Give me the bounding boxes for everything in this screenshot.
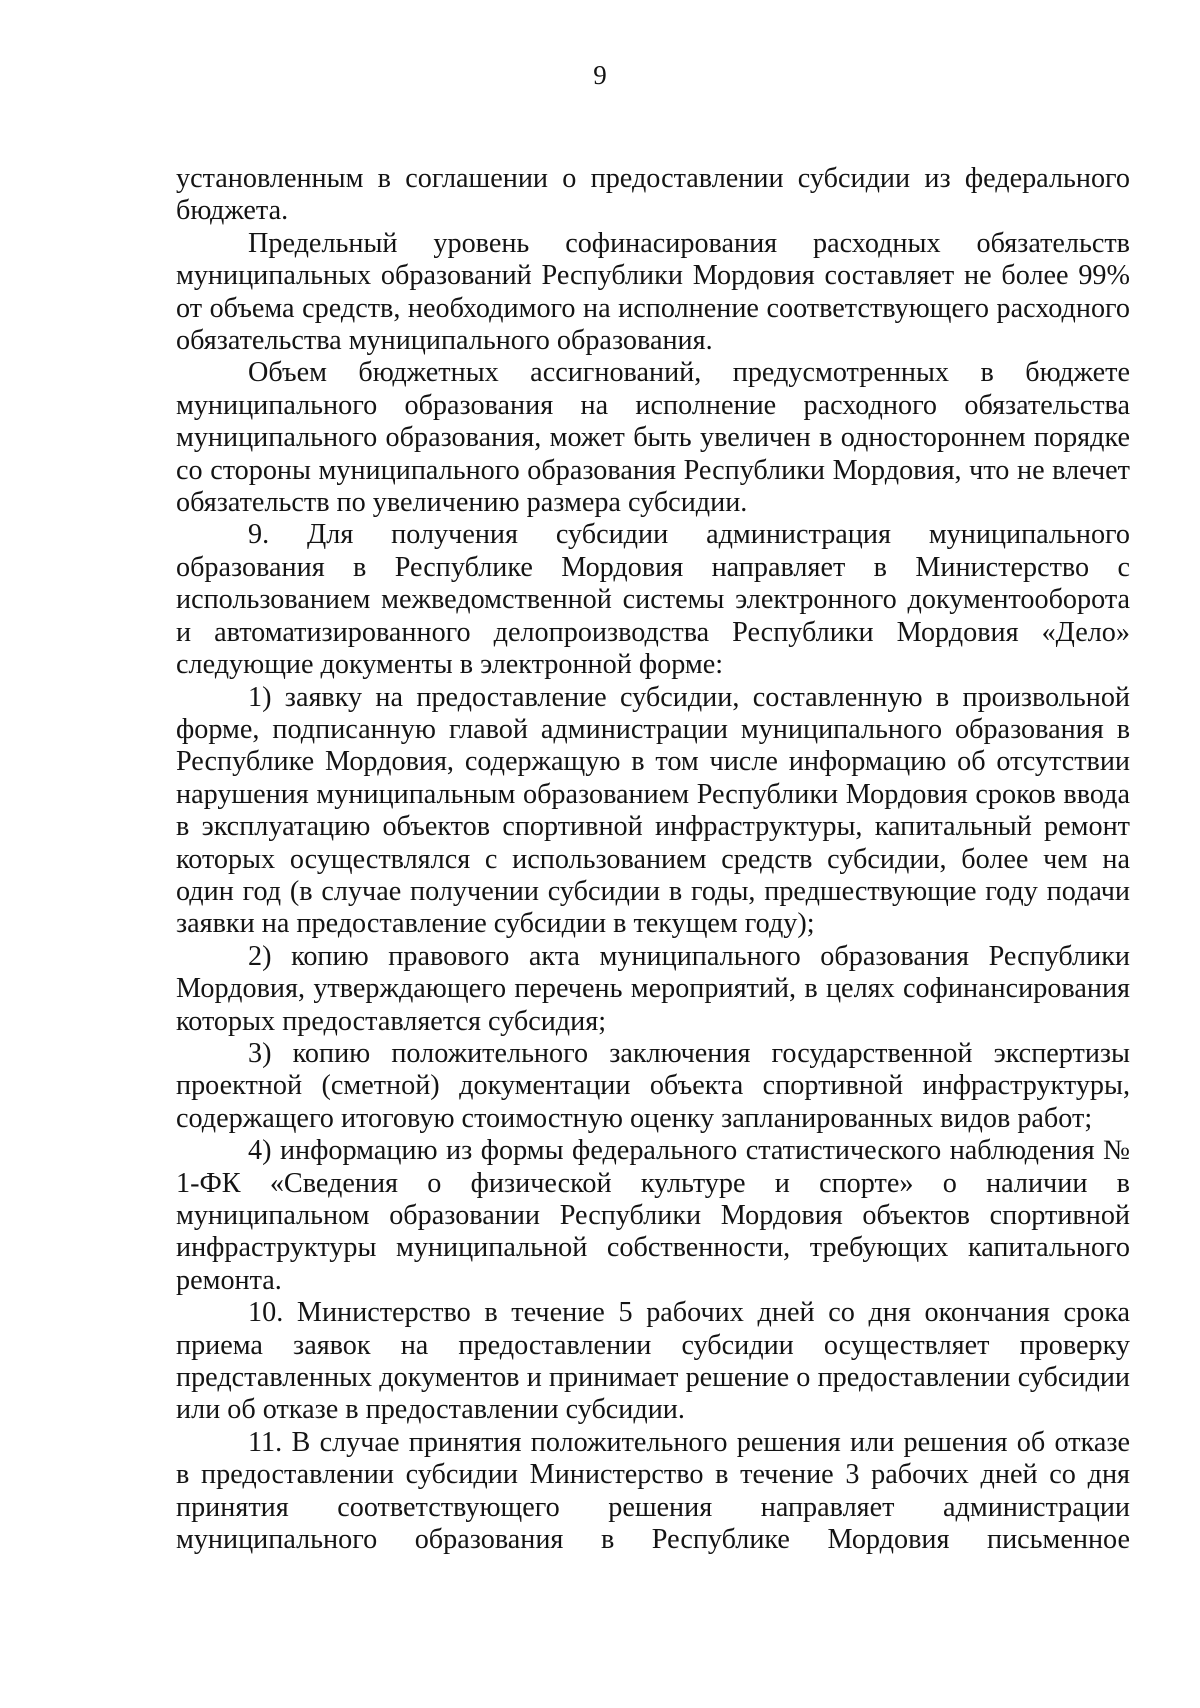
document-body [176, 163, 1130, 1556]
paragraph-budget-allocations: Объем бюджетных ассигнований, предусмотренных в бюджете муниципального образования на исполнение расходного обязательства муниципального образования, может быть увеличен в одностороннем порядке со стороны муниципального образования Республики Мордовия, что не влечет обязательств по увеличению размера субсидии. [176, 357, 1130, 519]
list-item-4: 4) информацию из формы федерального статистического наблюдения № 1-ФК «Сведения о физической культуре и спорте» о наличии в муниципальном образовании Республики Мордовия объектов спортивной инфраструктуры муниципальной собственности, требующих капитального ремонта. [176, 1135, 1130, 1296]
paragraph-item-11: 11. В случае принятия положительного решения или решения об отказе в предоставлении субсидии Министерство в течение 3 рабочих дней со дня принятия соответствующего решения направляет администрации муниципального образования в Республике Мордовия письменное [176, 1426, 1130, 1556]
list-item-1: 1) заявку на предоставление субсидии, составленную в произвольной форме, подписанную главой администрации муниципального образования в Республике Мордовия, содержащую в том числе информацию об отсутствии нарушения муниципальным образованием Республики Мордовия сроков ввода в эксплуатацию объектов спортивной инфраструктуры, капитальный ремонт которых осуществлялся с использованием средств субсидии, более чем на один год (в случае получении субсидии в годы, предшествующие году подачи заявки на предоставление субсидии в текущем году); [176, 681, 1130, 940]
paragraph-continuation: установленным в соглашении о предоставлении субсидии из федерального бюджета. [176, 163, 1130, 227]
paragraph-item-9: 9. Для получения субсидии администрация муниципального образования в Республике Мордовия направляет в Министерство с использованием межведомственной системы электронного документооборота и автоматизированного делопроизводства Республики Мордовия «Дело» следующие документы в электронной форме: [176, 519, 1130, 681]
page-number: 9 [593, 60, 607, 90]
paragraph-item-10: 10. Министерство в течение 5 рабочих дней со дня окончания срока приема заявок на предоставлении субсидии осуществляет проверку представленных документов и принимает решение о предоставлении субсидии или об отказе в предоставлении субсидии. [176, 1297, 1130, 1426]
list-item-3: 3) копию положительного заключения государственной экспертизы проектной (сметной) документации объекта спортивной инфраструктуры, содержащего итоговую стоимостную оценку запланированных видов работ; [176, 1037, 1130, 1134]
paragraph-cofinancing-limit: Предельный уровень софинасирования расходных обязательств муниципальных образований Республики Мордовия составляет не более 99% от объема средств, необходимого на исполнение соответствующего расходного обязательства муниципального образования. [176, 227, 1130, 357]
list-item-2: 2) копию правового акта муниципального образования Республики Мордовия, утверждающего перечень мероприятий, в целях софинансирования которых предоставляется субсидия; [176, 940, 1130, 1037]
